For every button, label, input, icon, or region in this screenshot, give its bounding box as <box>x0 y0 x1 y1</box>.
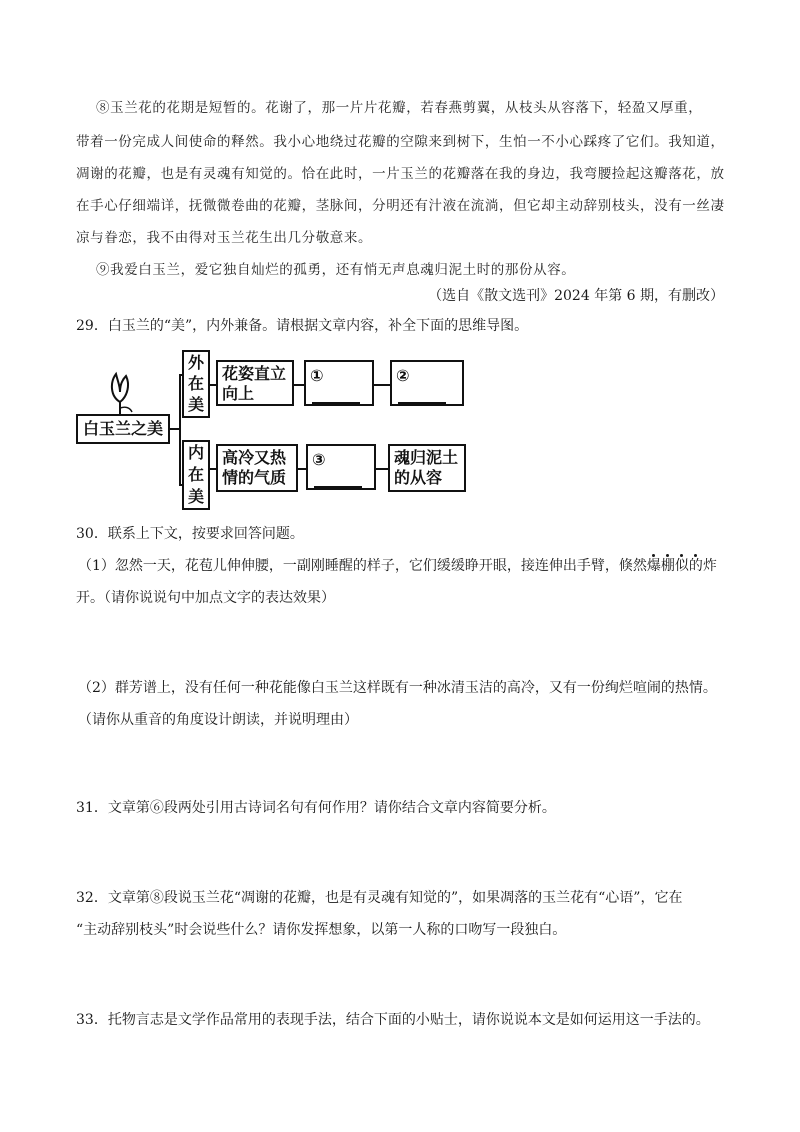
passage-source: （选自《散文选刊》2024 年第 6 期，有删改） <box>428 288 724 304</box>
mindmap-root: 白玉兰之美 <box>76 414 170 444</box>
question-30-sub1-prompt: 开。（请你说说句中加点文字的表达效果） <box>76 590 335 606</box>
question-32-cont: “主动辞别枝头”时会说些什么？请你发挥想象，以第一人称的口吻写一段独白。 <box>76 922 567 938</box>
mindmap-inner-blank-3[interactable]: ③ <box>306 444 376 490</box>
mindmap-outer-blank-1[interactable]: ① <box>304 360 374 406</box>
mindmap-branch-inner: 内 在 美 <box>182 440 210 510</box>
mindmap-branch-outer: 外 在 美 <box>182 350 210 418</box>
passage-paragraph-9: ⑨我爱白玉兰，爱它独自灿烂的孤勇，还有悄无声息魂归泥土时的那份从容。 <box>96 262 576 278</box>
passage-line: 凉与眷恋，我不由得对玉兰花生出几分敬意来。 <box>76 230 373 246</box>
question-32: 32．文章第⑧段说玉兰花“凋谢的花瓣，也是有灵魂有知觉的”，如果凋落的玉兰花有“心语”，它在 <box>76 890 683 906</box>
passage-line: 在手心仔细端详，抚微微卷曲的花瓣，茎脉间，分明还有汁液在流淌，但它却主动辞别枝头，没有一丝凄 <box>76 198 725 214</box>
mind-map <box>76 348 476 514</box>
question-30-sub2-prompt: （请你从重音的角度设计朗读，并说明理由） <box>78 712 358 728</box>
mindmap-inner-node-1: 高冷又热 情的气质 <box>216 444 298 492</box>
question-29: 29．白玉兰的“美”，内外兼备。请根据文章内容，补全下面的思维导图。 <box>76 318 529 334</box>
question-30: 30．联系上下文，按要求回答问题。 <box>76 526 304 542</box>
mindmap-inner-node-3: 魂归泥土 的从容 <box>388 444 466 492</box>
magnolia-flower-icon <box>102 370 138 414</box>
passage-line: ⑧玉兰花的花期是短暂的。花谢了，那一片片花瓣，若春燕剪翼，从枝头从容落下，轻盈又厚重， <box>96 100 703 116</box>
passage-line: 凋谢的花瓣，也是有灵魂有知觉的。恰在此时，一片玉兰的花瓣落在我的身边，我弯腰捡起这瓣落花，放 <box>76 166 725 182</box>
mindmap-outer-blank-2[interactable]: ② <box>390 360 464 406</box>
question-31: 31．文章第⑥段两处引用古诗词名句有何作用？请你结合文章内容简要分析。 <box>76 800 556 816</box>
question-30-sub2: （2）群芳谱上，没有任何一种花能像白玉兰这样既有一种冰清玉洁的高冷，又有一份绚烂喧闹的热情。 <box>78 680 717 696</box>
mindmap-outer-node-1: 花姿直立 向上 <box>216 360 294 406</box>
question-33: 33．托物言志是文学作品常用的表现手法，结合下面的小贴士，请你说说本文是如何运用这一手法的。 <box>76 1012 710 1028</box>
question-30-sub1: （1）忽然一天，花苞儿伸伸腰，一副刚睡醒的样子，它们缓缓睁开眼，接连伸出手臂，倏然爆棚似的炸 <box>78 558 717 574</box>
passage-line: 带着一份完成人间使命的释然。我小心地绕过花瓣的空隙来到树下，生怕一不小心踩疼了它们。我知道， <box>76 134 725 150</box>
dotted-char: 似 <box>674 558 689 574</box>
dotted-char: 的 <box>688 558 703 574</box>
dotted-char: 爆 <box>646 558 661 574</box>
dotted-char: 棚 <box>660 558 675 574</box>
